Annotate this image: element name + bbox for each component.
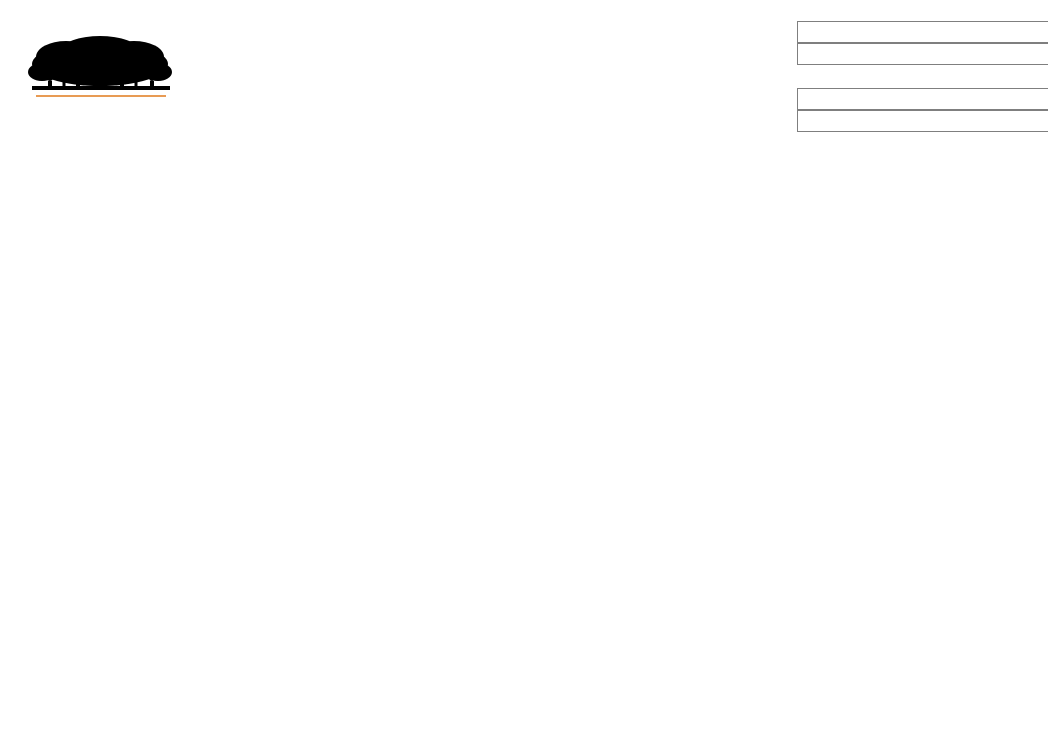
assessment-tracker-grid: [0, 131, 1048, 730]
pupil-name-field[interactable]: [797, 21, 1048, 43]
tree-icon: [28, 36, 172, 90]
header-area: [0, 0, 1048, 131]
tracker-blank-cell[interactable]: [797, 110, 1048, 132]
class-name-field[interactable]: [797, 43, 1048, 65]
school-logo: [6, 2, 194, 126]
starting-date-field[interactable]: [797, 88, 1048, 110]
